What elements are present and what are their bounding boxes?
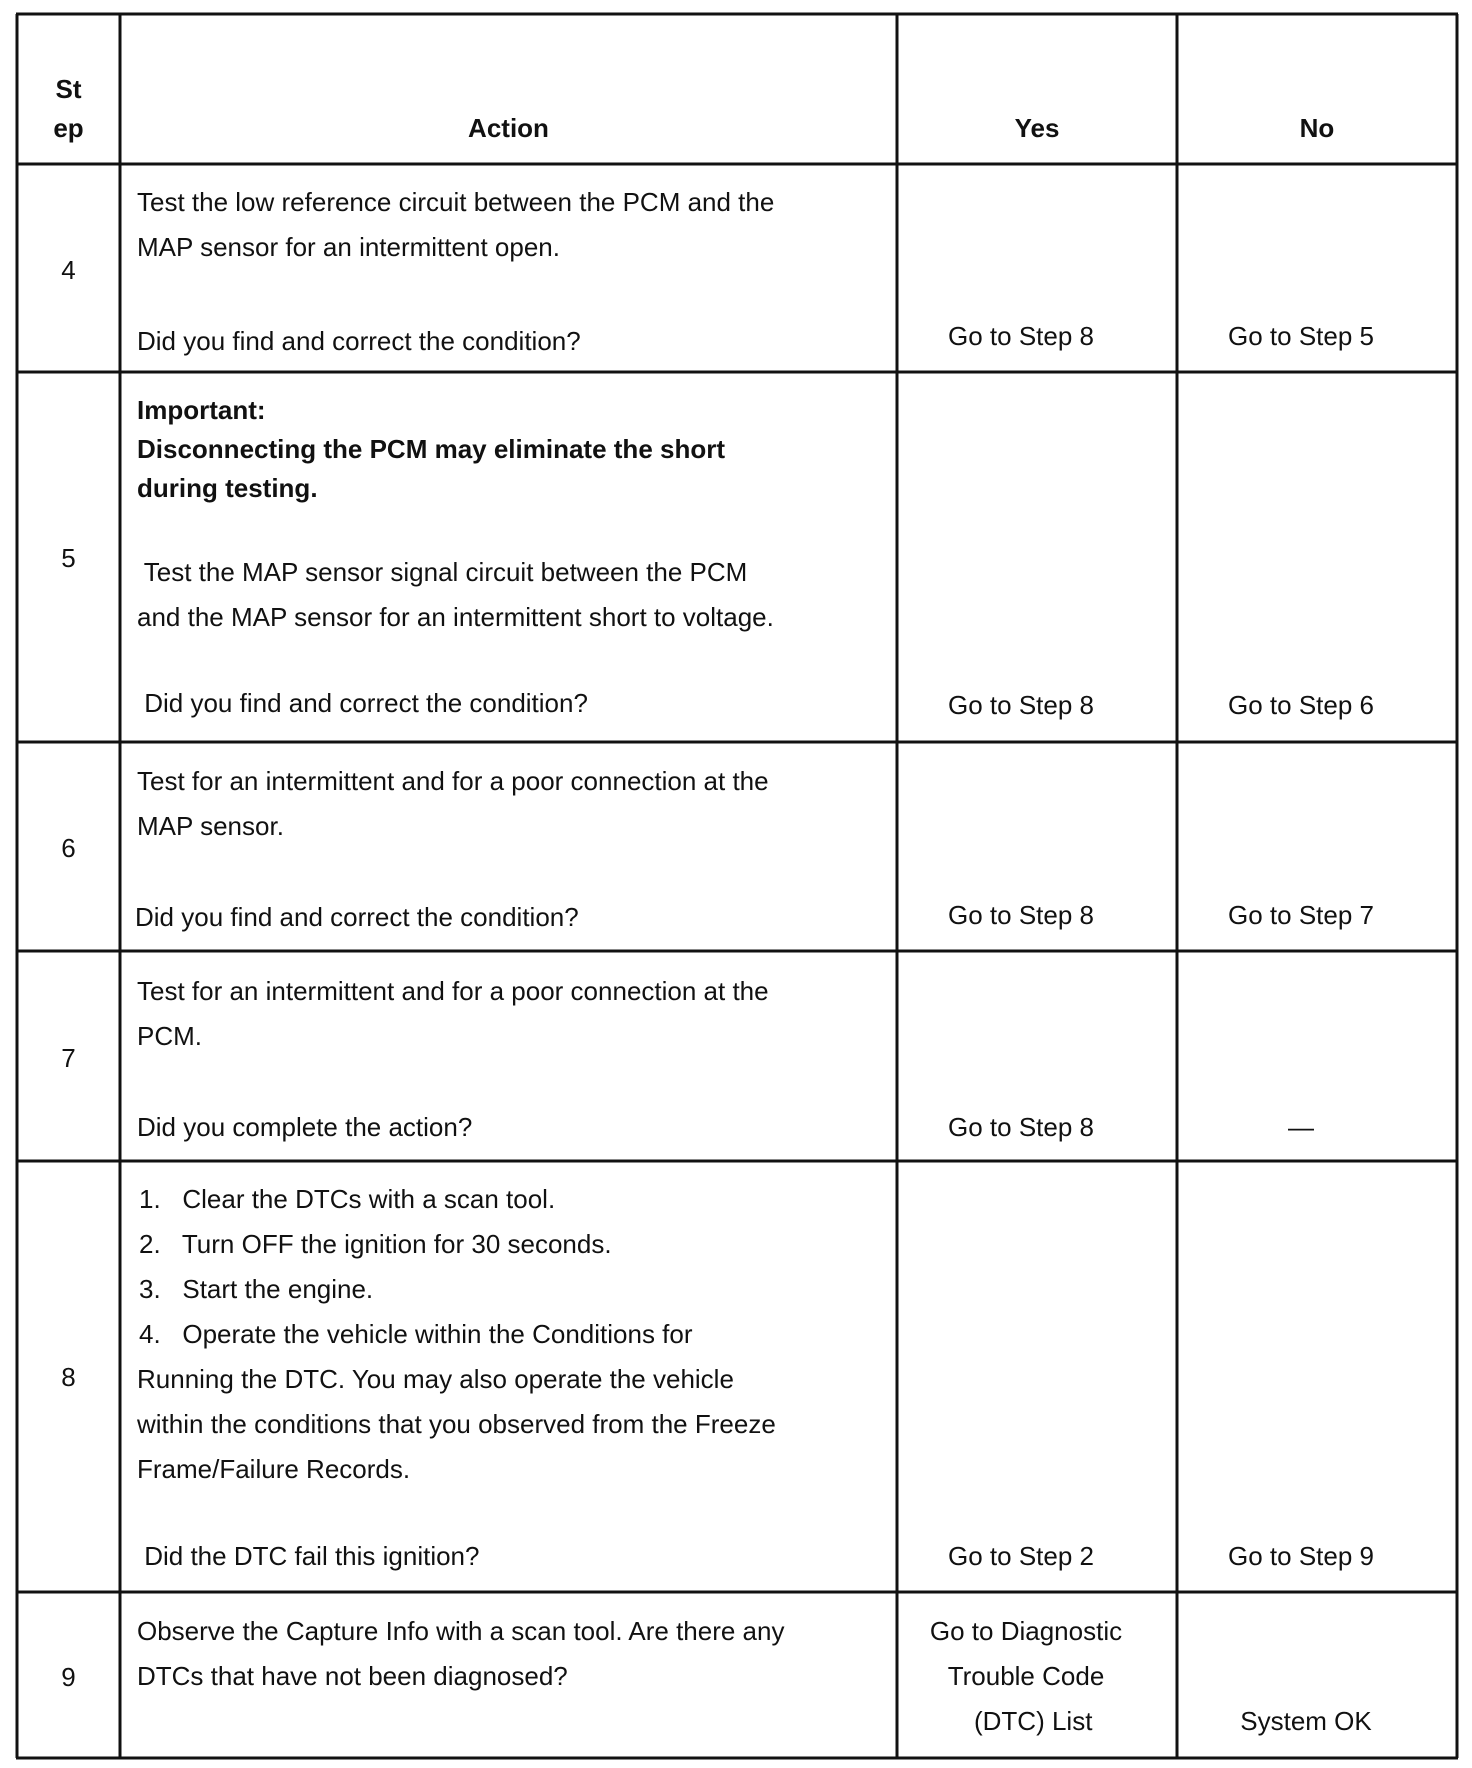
step-number-4: 4 bbox=[61, 255, 76, 285]
row-9-yes-line: Trouble Code bbox=[947, 1661, 1105, 1691]
row-8-question: Did the DTC fail this ignition? bbox=[137, 1541, 480, 1571]
row-7-action-line: Test for an intermittent and for a poor connection at the bbox=[137, 976, 769, 1006]
step-number-8: 8 bbox=[61, 1362, 76, 1392]
row-8-action-line: 2. Turn OFF the ignition for 30 seconds. bbox=[139, 1229, 612, 1259]
header-step-line2: ep bbox=[53, 113, 84, 143]
row-8-action-line: Running the DTC. You may also operate the vehicle bbox=[137, 1364, 734, 1394]
row-9-yes-line: (DTC) List bbox=[959, 1706, 1093, 1736]
row-5-no: Go to Step 6 bbox=[1228, 690, 1374, 720]
row-4-action-line: Test the low reference circuit between the PCM and the bbox=[137, 187, 775, 217]
row-7-no: — bbox=[1288, 1112, 1314, 1142]
row-8-action-line: 3. Start the engine. bbox=[139, 1274, 374, 1304]
row-8-yes: Go to Step 2 bbox=[948, 1541, 1094, 1571]
row-6-yes: Go to Step 8 bbox=[948, 900, 1094, 930]
row-6-no: Go to Step 7 bbox=[1228, 900, 1374, 930]
row-7-yes: Go to Step 8 bbox=[948, 1112, 1094, 1142]
row-9-action-line: DTCs that have not been diagnosed? bbox=[137, 1661, 568, 1691]
row-8-no: Go to Step 9 bbox=[1228, 1541, 1374, 1571]
row-5-yes: Go to Step 8 bbox=[948, 690, 1094, 720]
row-6-action-line: Test for an intermittent and for a poor connection at the bbox=[137, 766, 769, 796]
row-4-yes: Go to Step 8 bbox=[948, 321, 1094, 351]
row-6-action-line: MAP sensor. bbox=[137, 811, 284, 841]
row-7-question: Did you complete the action? bbox=[137, 1112, 473, 1142]
row-5-question: Did you find and correct the condition? bbox=[137, 688, 588, 718]
header-step-line1: St bbox=[55, 74, 82, 104]
step-number-6: 6 bbox=[61, 833, 76, 863]
row-5-action-line: and the MAP sensor for an intermittent short to voltage. bbox=[137, 602, 774, 632]
row-8-action-line: within the conditions that you observed from the Freeze bbox=[137, 1409, 776, 1439]
row-5-important-text: Disconnecting the PCM may eliminate the short bbox=[137, 434, 725, 464]
row-4-action-line: MAP sensor for an intermittent open. bbox=[137, 232, 560, 262]
row-8-action-line: 4. Operate the vehicle within the Conditions for bbox=[139, 1319, 693, 1349]
row-8-action-line: Frame/Failure Records. bbox=[137, 1454, 411, 1484]
row-7-action-line: PCM. bbox=[137, 1021, 202, 1051]
row-5-important-label: Important: bbox=[137, 395, 266, 425]
row-5-action-line: Test the MAP sensor signal circuit between the PCM bbox=[137, 557, 748, 587]
row-4-no: Go to Step 5 bbox=[1228, 321, 1374, 351]
row-5-important-text: during testing. bbox=[137, 473, 318, 503]
row-4-question: Did you find and correct the condition? bbox=[137, 326, 581, 356]
header-no: No bbox=[1299, 113, 1335, 143]
step-number-9: 9 bbox=[61, 1662, 76, 1692]
header-yes: Yes bbox=[1014, 113, 1060, 143]
row-9-action-line: Observe the Capture Info with a scan tool. Are there any bbox=[137, 1616, 785, 1646]
step-number-5: 5 bbox=[61, 543, 76, 573]
header-action: Action bbox=[468, 113, 549, 143]
step-number-7: 7 bbox=[61, 1043, 76, 1073]
row-6-question: Did you find and correct the condition? bbox=[135, 902, 579, 932]
row-9-yes-line: Go to Diagnostic bbox=[929, 1616, 1123, 1646]
row-8-action-line: 1. Clear the DTCs with a scan tool. bbox=[139, 1184, 556, 1214]
row-9-no: System OK bbox=[1240, 1706, 1372, 1736]
